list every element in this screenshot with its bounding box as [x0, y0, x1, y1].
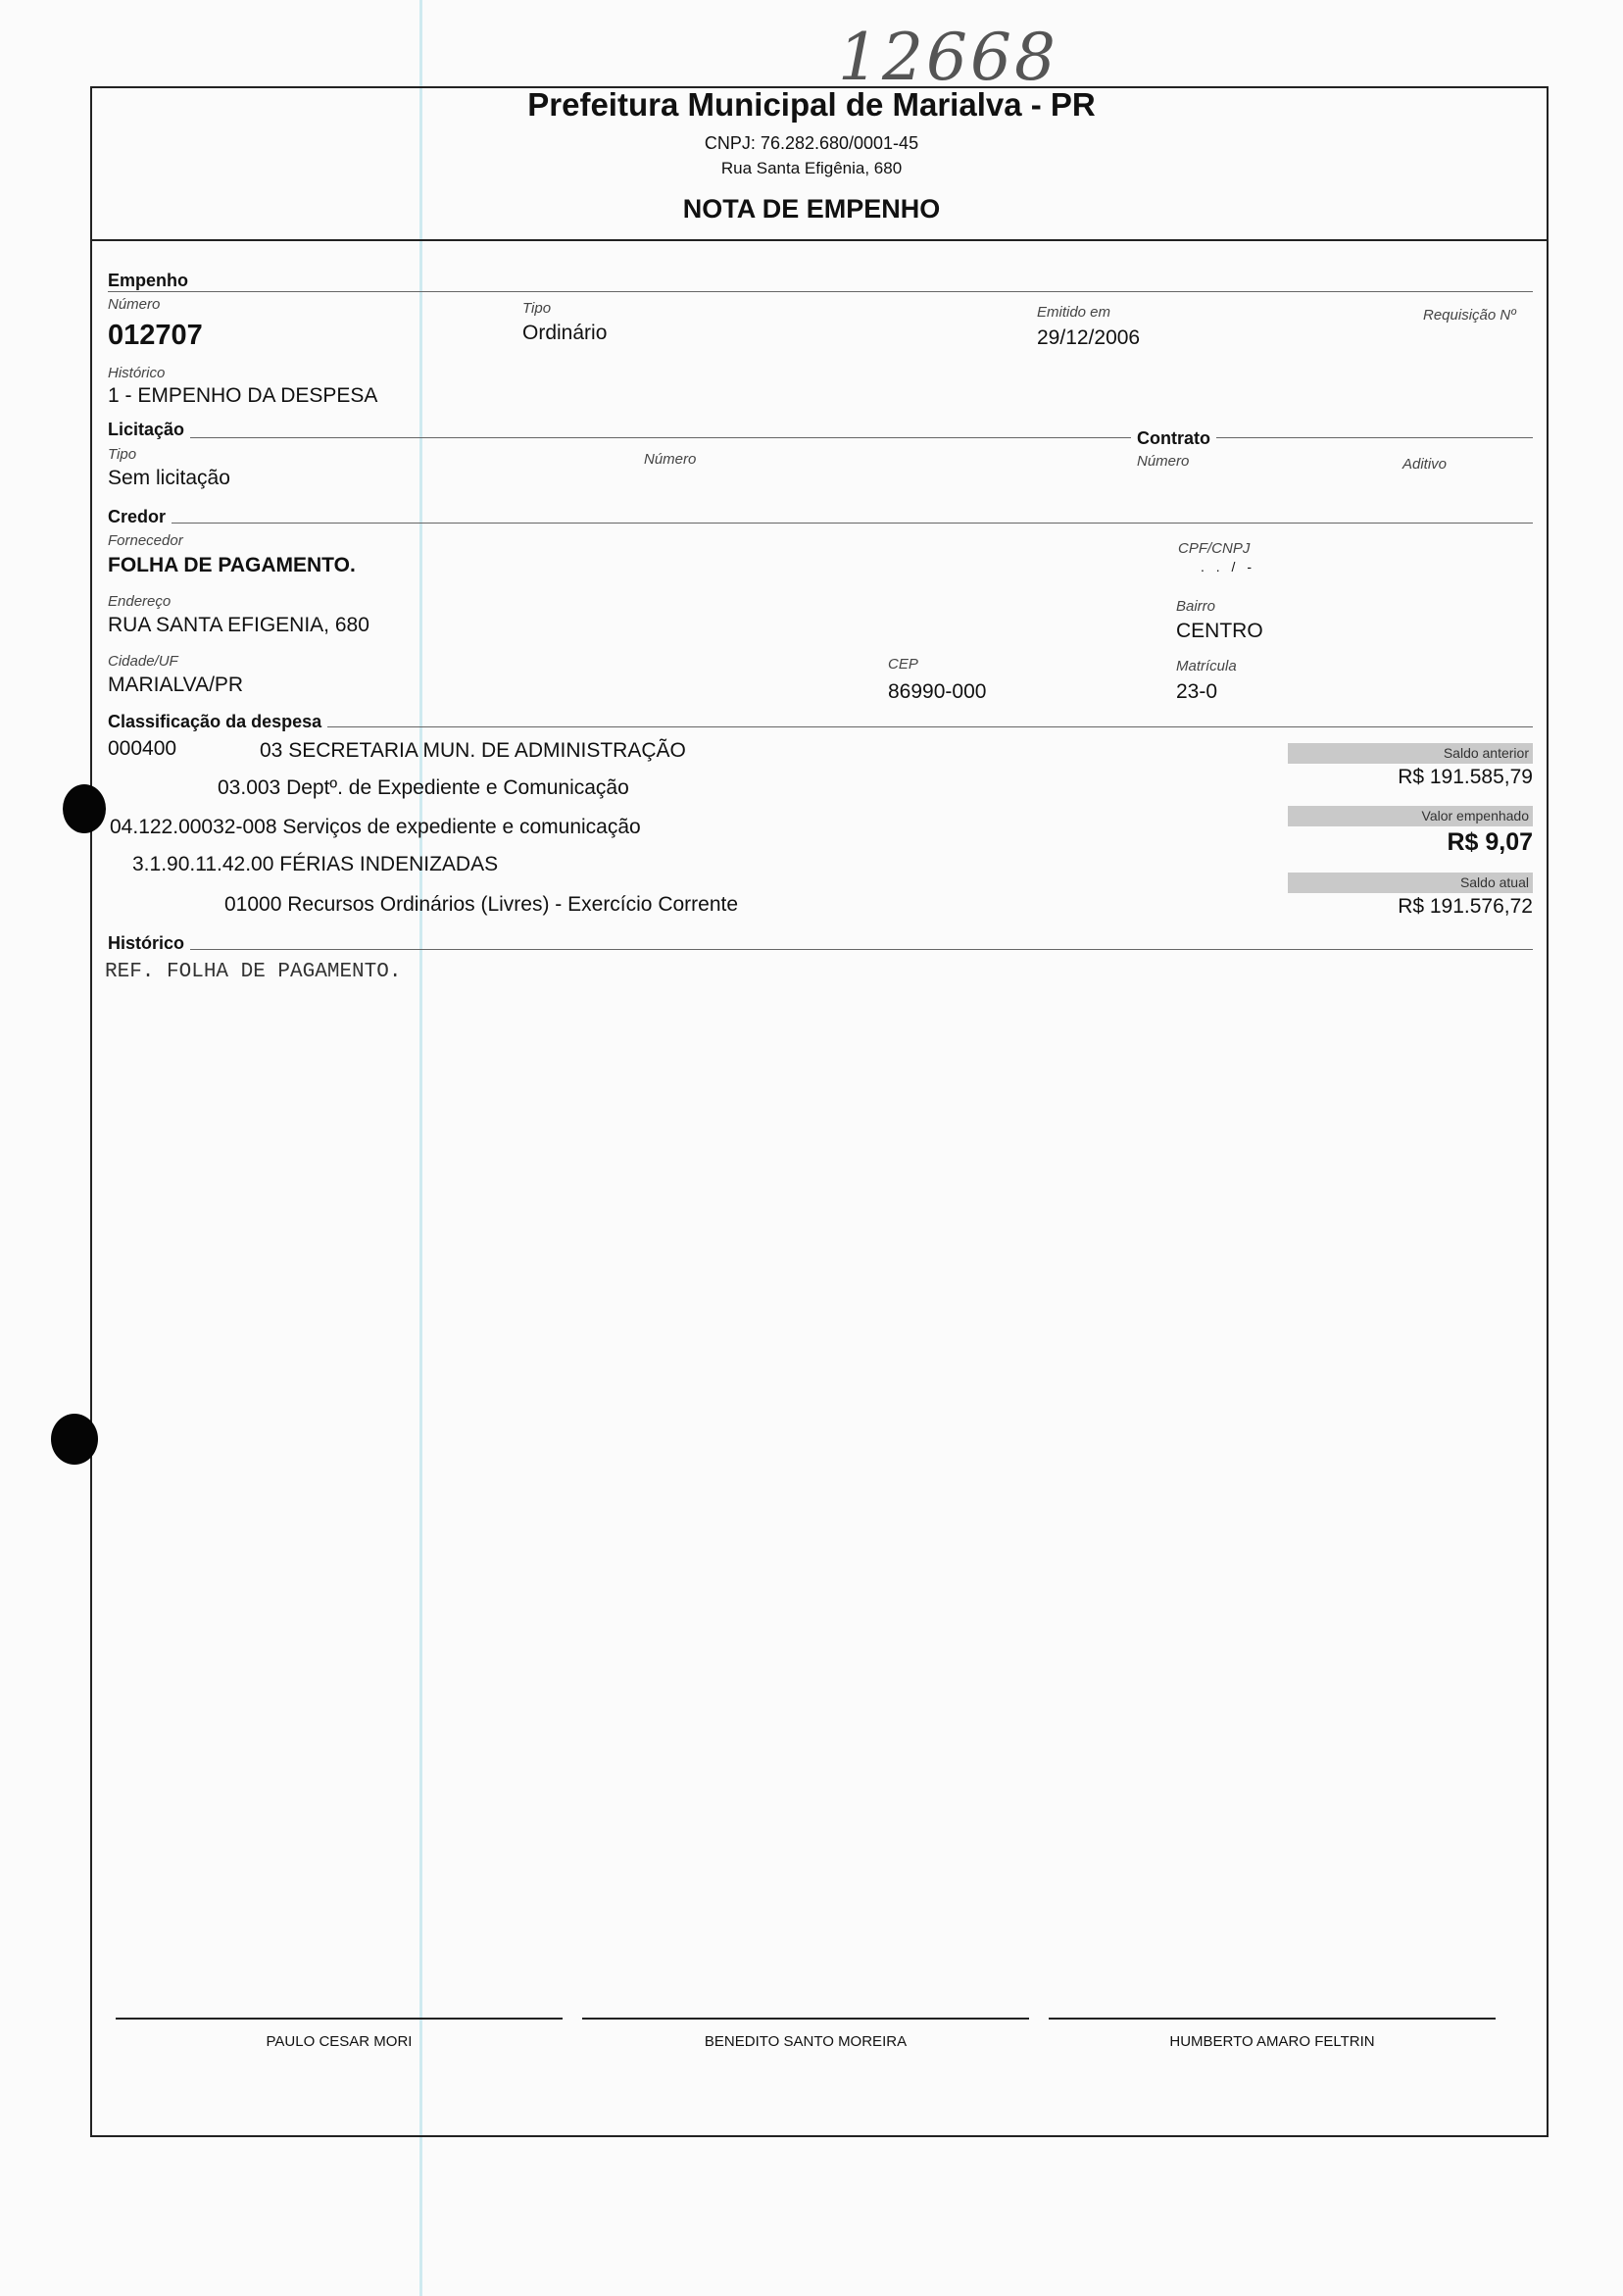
- classificacao-orgao: 03 SECRETARIA MUN. DE ADMINISTRAÇÃO: [260, 739, 686, 762]
- section-contrato: Contrato: [1131, 428, 1216, 449]
- credor-endereco: RUA SANTA EFIGENIA, 680: [108, 614, 369, 636]
- section-licitacao: Licitação: [108, 420, 190, 440]
- saldo-anterior: R$ 191.585,79: [1398, 766, 1533, 788]
- empenho-emitido: 29/12/2006: [1037, 326, 1141, 349]
- empenho-historico: 1 - EMPENHO DA DESPESA: [108, 384, 378, 407]
- section-rule-licitacao: [108, 437, 1533, 438]
- empenho-numero-label: Número: [108, 296, 161, 313]
- section-classificacao: Classificação da despesa: [108, 712, 327, 732]
- empenho-requisicao-label: Requisição Nº: [1423, 307, 1516, 324]
- section-credor: Credor: [108, 507, 172, 527]
- section-rule-credor: [108, 523, 1533, 524]
- credor-fornecedor: FOLHA DE PAGAMENTO.: [108, 554, 356, 576]
- credor-cidade-label: Cidade/UF: [108, 653, 178, 670]
- credor-cidade: MARIALVA/PR: [108, 674, 244, 696]
- valor-empenhado-label: Valor empenhado: [1421, 808, 1529, 824]
- saldo-anterior-label-bar: [1288, 743, 1533, 764]
- section-empenho: Empenho: [108, 271, 194, 291]
- contrato-aditivo-label: Aditivo: [1402, 456, 1448, 473]
- empenho-numero: 012707: [108, 320, 203, 351]
- section-historico: Histórico: [108, 933, 190, 954]
- empenho-tipo: Ordinário: [522, 322, 608, 344]
- section-rule-historico: [108, 949, 1533, 950]
- classificacao-code: 000400: [108, 737, 177, 760]
- org-name: Prefeitura Municipal de Marialva - PR: [527, 86, 1096, 123]
- credor-cpf-label: CPF/CNPJ: [1178, 540, 1251, 557]
- saldo-atual-label: Saldo atual: [1459, 874, 1529, 890]
- punch-hole-top: [63, 784, 106, 833]
- signature-name-3: HUMBERTO AMARO FELTRIN: [1169, 2033, 1375, 2050]
- signature-name-2: BENEDITO SANTO MOREIRA: [704, 2033, 908, 2050]
- credor-fornecedor-label: Fornecedor: [108, 532, 183, 549]
- signature-line-3: [1049, 2018, 1496, 2020]
- classificacao-recurso: 01000 Recursos Ordinários (Livres) - Exercício Corrente: [224, 893, 739, 916]
- credor-cep: 86990-000: [888, 680, 987, 703]
- section-rule-empenho: [108, 291, 1533, 292]
- punch-hole-bottom: [51, 1414, 98, 1465]
- valor-empenhado-label-bar: [1288, 806, 1533, 826]
- credor-cep-label: CEP: [888, 656, 918, 673]
- saldo-atual-label-bar: [1288, 873, 1533, 893]
- credor-matricula-label: Matrícula: [1176, 658, 1237, 674]
- valor-empenhado: R$ 9,07: [1447, 828, 1533, 856]
- classificacao-unidade: 03.003 Deptº. de Expediente e Comunicação: [218, 776, 629, 799]
- classificacao-elemento: 3.1.90.11.42.00 FÉRIAS INDENIZADAS: [132, 853, 499, 875]
- saldo-atual: R$ 191.576,72: [1398, 895, 1533, 918]
- contrato-numero-label: Número: [1137, 453, 1190, 470]
- licitacao-tipo-label: Tipo: [108, 446, 137, 463]
- empenho-tipo-label: Tipo: [522, 300, 552, 317]
- signature-name-1: PAULO CESAR MORI: [266, 2033, 413, 2050]
- credor-endereco-label: Endereço: [108, 593, 172, 610]
- classificacao-funcional: 04.122.00032-008 Serviços de expediente e comunicação: [110, 816, 641, 838]
- credor-cpf: . . / -: [1201, 559, 1255, 574]
- signature-line-1: [116, 2018, 563, 2020]
- signature-line-2: [582, 2018, 1029, 2020]
- credor-bairro: CENTRO: [1176, 620, 1263, 642]
- org-cnpj: CNPJ: 76.282.680/0001-45: [704, 133, 919, 153]
- historico-text: REF. FOLHA DE PAGAMENTO.: [105, 961, 402, 983]
- document-title: NOTA DE EMPENHO: [682, 194, 941, 224]
- licitacao-tipo: Sem licitação: [108, 467, 230, 489]
- credor-bairro-label: Bairro: [1176, 598, 1216, 615]
- saldo-anterior-label: Saldo anterior: [1443, 745, 1529, 761]
- header-divider: [90, 239, 1547, 241]
- org-address: Rua Santa Efigênia, 680: [720, 159, 903, 177]
- credor-matricula: 23-0: [1176, 680, 1218, 703]
- empenho-emitido-label: Emitido em: [1037, 304, 1111, 321]
- licitacao-numero-label: Número: [644, 451, 697, 468]
- handwritten-page-number: 12668: [838, 20, 1058, 95]
- empenho-historico-label: Histórico: [108, 365, 166, 381]
